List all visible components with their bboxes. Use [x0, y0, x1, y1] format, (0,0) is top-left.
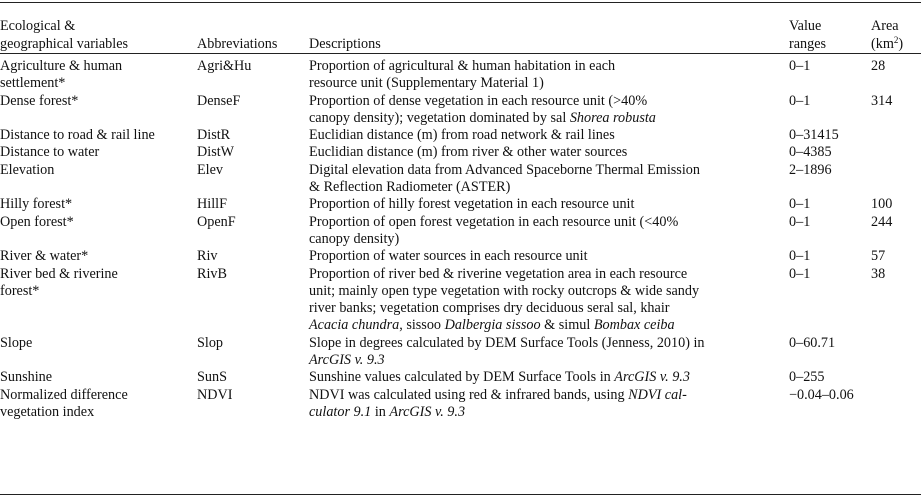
abbreviation-cell: SunS: [197, 369, 227, 386]
area-cell: [871, 162, 921, 197]
description-cell: NDVI was calculated using red & infrared bands, using NDVI cal- culator 9.1 in ArcGIS v. 9.3: [309, 386, 687, 420]
table-row: [0, 144, 921, 161]
bottom-rule: [0, 494, 921, 495]
abbreviation-cell: Agri&Hu: [197, 58, 252, 74]
abbreviation-cell: RivB: [197, 265, 227, 282]
range-cell: 0–1: [789, 58, 811, 74]
range-cell: 0–60.71: [789, 334, 836, 351]
description-cell: Proportion of dense vegetation in each resource unit (>40% canopy density); vegetation dominated by sal Shorea robusta: [309, 92, 656, 126]
description-cell: Euclidian distance (m) from river & other water sources: [309, 144, 628, 161]
area-cell: 244: [871, 213, 893, 230]
description-cell: Proportion of hilly forest vegetation in each resource unit: [309, 196, 635, 213]
area-cell: [871, 387, 921, 422]
header-value-ranges: Value ranges: [789, 18, 827, 52]
variable-cell: Normalized difference vegetation index: [0, 386, 128, 420]
table-row: [0, 335, 921, 370]
abbreviation-cell: Elev: [197, 161, 223, 178]
header-row: [0, 4, 921, 56]
table-row: [0, 369, 921, 386]
range-cell: −0.04–0.06: [789, 386, 854, 403]
description-cell: Sunshine values calculated by DEM Surface Tools in ArcGIS v. 9.3: [309, 369, 690, 386]
header-abbreviations: Abbreviations: [197, 35, 278, 52]
variable-cell: Agriculture & human settlement*: [0, 58, 123, 92]
abbreviation-cell: Riv: [197, 248, 218, 265]
variable-cell: River bed & riverine forest*: [0, 265, 118, 299]
description-cell: Proportion of water sources in each resource unit: [309, 248, 588, 265]
range-cell: 0–1: [789, 92, 811, 109]
table-row: [0, 214, 921, 249]
variable-cell: Hilly forest*: [0, 196, 73, 213]
abbreviation-cell: DenseF: [197, 92, 241, 109]
table-row: [0, 387, 921, 422]
variable-cell: Sunshine: [0, 369, 53, 386]
range-cell: 0–1: [789, 213, 811, 230]
data-table: [0, 4, 921, 421]
description-cell: Digital elevation data from Advanced Spaceborne Thermal Emission & Reflection Radiometer (ASTER): [309, 161, 700, 196]
table-row: [0, 56, 921, 93]
abbreviation-cell: DistR: [197, 127, 231, 144]
range-cell: 0–1: [789, 196, 811, 213]
variable-cell: Slope: [0, 334, 33, 351]
area-cell: 38: [871, 265, 886, 282]
variable-cell: Elevation: [0, 161, 55, 178]
abbreviation-cell: Slop: [197, 334, 224, 351]
area-cell: [871, 127, 921, 144]
area-cell: 314: [871, 92, 893, 109]
table-row: [0, 93, 921, 128]
range-cell: 0–4385: [789, 144, 832, 161]
range-cell: 0–255: [789, 369, 825, 386]
table-row: [0, 266, 921, 335]
table-row: [0, 248, 921, 265]
area-cell: [871, 369, 921, 386]
header-area: Area $(km^2)$: [871, 18, 904, 52]
area-cell: 100: [871, 196, 893, 213]
variable-cell: Distance to water: [0, 144, 100, 161]
area-cell: 28: [871, 58, 886, 74]
abbreviation-cell: NDVI: [197, 386, 233, 403]
variable-cell: River & water*: [0, 248, 89, 265]
table-row: [0, 196, 921, 213]
range-cell: 0–1: [789, 248, 811, 265]
area-cell: 57: [871, 248, 886, 265]
variable-cell: Distance to road & rail line: [0, 127, 155, 144]
description-cell: Proportion of agricultural & human habitation in each resource unit (Supplementary Material 1): [309, 58, 616, 92]
header-variables: Ecological & geographical variables: [0, 18, 129, 52]
table-row: [0, 162, 921, 197]
variable-cell: Open forest*: [0, 213, 74, 230]
range-cell: 0–31415: [789, 127, 839, 144]
abbreviation-cell: DistW: [197, 144, 235, 161]
header-descriptions: Descriptions: [309, 35, 381, 52]
abbreviation-cell: HillF: [197, 196, 227, 213]
area-cell: [871, 335, 921, 370]
area-cell: [871, 144, 921, 161]
range-cell: 2–1896: [789, 161, 832, 178]
abbreviation-cell: OpenF: [197, 213, 236, 230]
description-cell: Slope in degrees calculated by DEM Surface Tools (Jenness, 2010) in ArcGIS v. 9.3: [309, 334, 705, 369]
description-cell: Euclidian distance (m) from road network & rail lines: [309, 127, 615, 144]
description-cell: Proportion of open forest vegetation in each resource unit (<40% canopy density): [309, 213, 679, 247]
table-row: [0, 127, 921, 144]
description-cell: Proportion of river bed & riverine vegetation area in each resource unit; mainly open type vegetation with rocky outcrops & wide sandy river banks; vegetation comprises dry deciduous seral sal, khair Acacia chundra, sissoo Dalbergia sissoo & simul Bombax ceiba: [309, 265, 700, 334]
range-cell: 0–1: [789, 265, 811, 282]
variable-cell: Dense forest*: [0, 92, 79, 109]
